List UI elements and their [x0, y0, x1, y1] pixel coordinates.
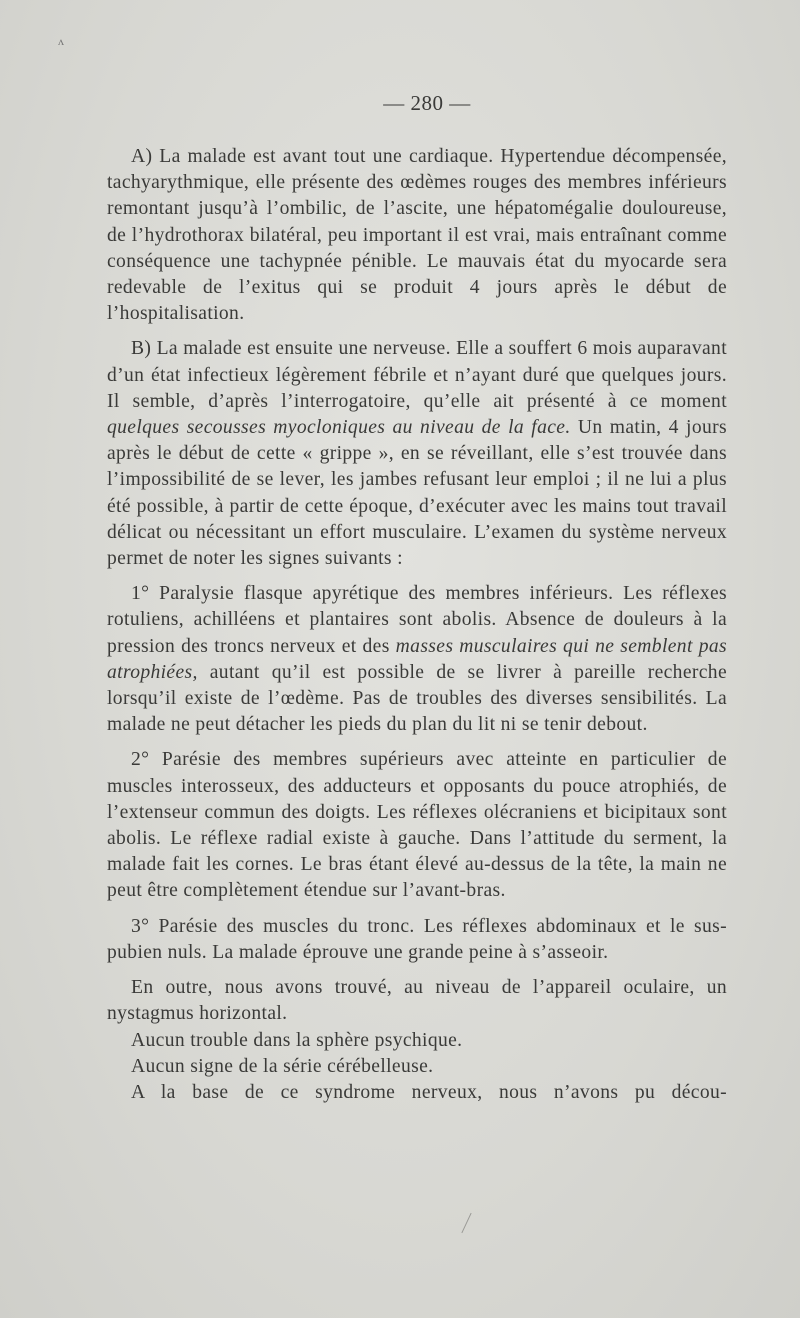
paper-speck: ʌ: [58, 34, 64, 48]
paragraph-1-text-2: autant qu’il est possible de se livrer à pareille recherche lorsqu’il existe de l’œdème. Pas de troubles des diverses sensibilités. La malade ne peut détacher les pieds du plan du lit ni se tenir debout.: [107, 661, 727, 736]
paragraph-b-text-1: B) La malade est ensuite une nerveuse. Elle a souffert 6 mois auparavant d’un état infectieux légèrement fébrile et n’ayant duré que quelques jours. Il semble, d’après l’interrogatoire, qu’elle ait présenté à ce moment: [107, 338, 727, 412]
paragraph-3-text: 3° Parésie des muscles du tronc. Les réflexes abdominaux et le sus-pubien nuls. La malade éprouve une grande peine à s’asseoir.: [107, 915, 727, 963]
paragraph-3: [107, 914, 727, 966]
paragraph-b-text-2: Un matin, 4 jours après le début de cette « grippe », en se réveillant, elle s’est trouvée dans l’impossibilité de se lever, les jambes refusant leur emploi ; il ne lui a plus été possible, à partir de cette époque, d’exécuter avec les mains tout travail délicat ou nécessitant un effort musculaire. L’examen du système nerveux permet de noter les signes suivants :: [107, 417, 727, 570]
paragraph-4: [107, 975, 727, 1027]
paragraph-1: [107, 581, 727, 738]
paragraph-4-text: En outre, nous avons trouvé, au niveau de l’appareil oculaire, un nystagmus horizontal.: [107, 977, 727, 1025]
paragraph-2-text: 2° Parésie des membres supérieurs avec atteinte en particulier de muscles interosseux, des adducteurs et opposants du pouce atrophiés, de l’extenseur commun des doigts. Les réflexes olécraniens et bicipitaux sont abolis. Le réflexe radial existe à gauche. Dans l’attitude du serment, la malade fait les cornes. Le bras étant élevé au-dessus de la tête, la main ne peut être complètement étendue sur l’avant-bras.: [107, 749, 727, 902]
document-page: [107, 88, 727, 1106]
paragraph-b-italic: quelques secousses myocloniques au niveau de la face.: [107, 417, 571, 439]
paragraph-7: [107, 1080, 727, 1106]
paragraph-7-text: A la base de ce syndrome nerveux, nous n’avons pu décou-: [131, 1081, 727, 1103]
paragraph-a: [107, 144, 727, 327]
paragraph-1-text-1: 1° Paralysie flasque apyrétique des membres inférieurs. Les réflexes rotuliens, achilléens et plantaires sont abolis. Absence de douleurs à la pression des troncs nerveux et des: [107, 583, 727, 657]
paper-mark: [461, 1213, 471, 1233]
paragraph-1-italic: masses musculaires qui ne semblent pas atrophiées,: [107, 635, 727, 683]
page-number: — 280 —: [383, 91, 471, 115]
paragraph-6: [107, 1054, 727, 1080]
paragraph-6-text: Aucun signe de la série cérébelleuse.: [131, 1055, 434, 1077]
paragraph-2: [107, 747, 727, 904]
paragraph-a-text: A) La malade est avant tout une cardiaque. Hypertendue décompensée, tachyarythmique, elle présente des œdèmes rouges des membres inférieurs remontant jusqu’à l’ombilic, de l’ascite, une hépatomégalie douloureuse, de l’hydrothorax bilatéral, peu important il est vrai, mais entraînant comme conséquence une tachypnée pénible. Le mauvais état du myocarde sera redevable de l’exitus qui se produit 4 jours après le début de l’hospitalisation.: [107, 146, 727, 325]
paragraph-5-text: Aucun trouble dans la sphère psychique.: [131, 1029, 463, 1051]
paragraph-b: [107, 336, 727, 572]
paragraph-5: [107, 1028, 727, 1054]
